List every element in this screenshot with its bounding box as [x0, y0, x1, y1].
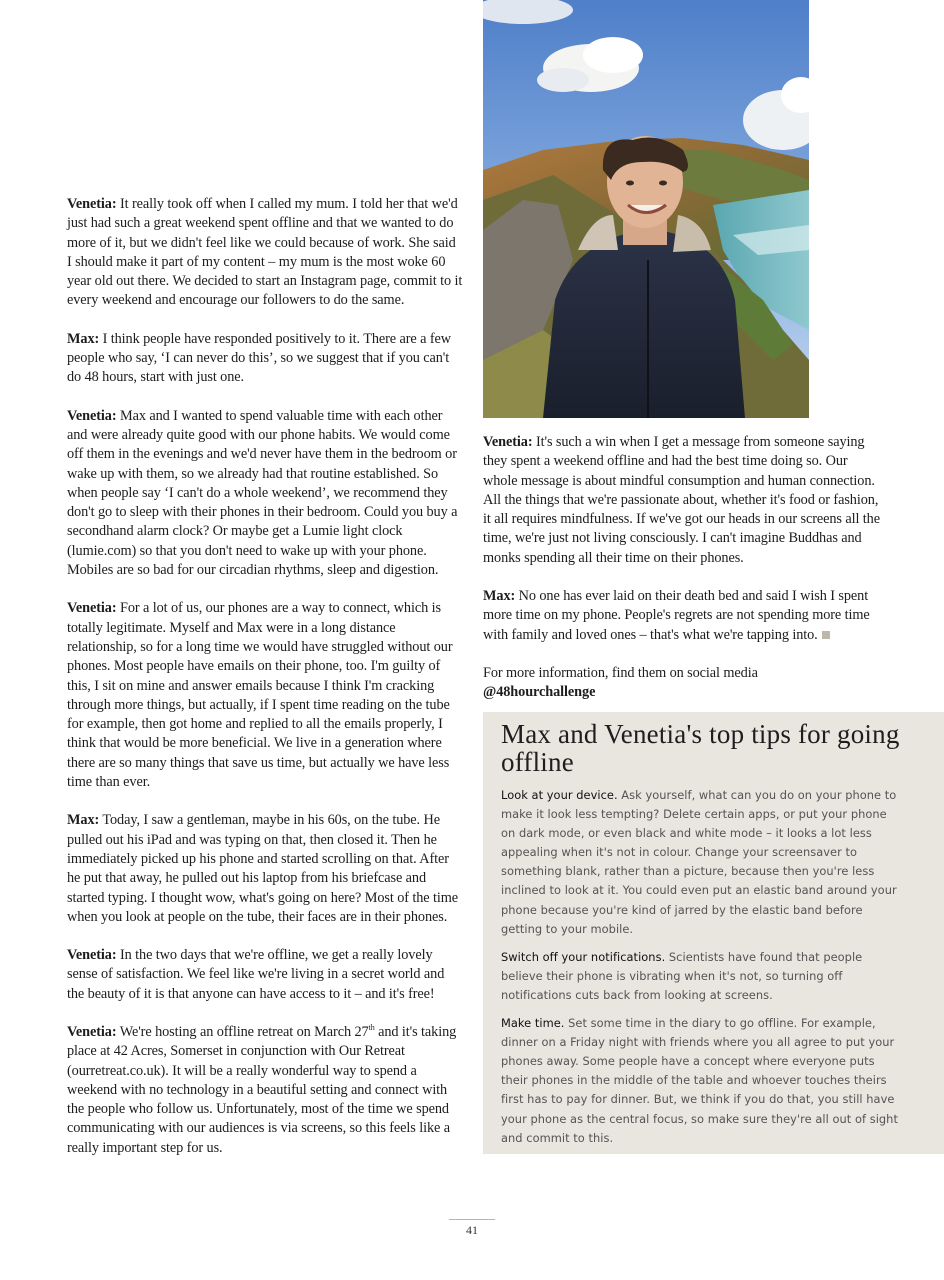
interview-paragraph	[67, 946, 463, 1004]
speaker-name: Venetia:	[67, 407, 117, 424]
tip-lead: Switch off your notifications.	[501, 949, 666, 964]
tip-text: Ask yourself, what can you do on your phone to make it look less tempting? Delete certain apps, or put your phone on dark mode, or even black and white mode – it looks a lot less appealing when it's not in colour. Change your screensaver to something blank, rather than a picture, because then you're less inclined to look at it. You could even put an elastic band around your phone because you're kind of jarred by the elastic band before getting to your mobile.	[501, 788, 897, 936]
tip-lead: Look at your device.	[501, 788, 618, 802]
tip-item	[501, 786, 904, 939]
speaker-name: Max:	[67, 812, 100, 829]
paragraph-text: In the two days that we're offline, we get a really lovely sense of satisfaction. We feel like we're living in a secret world and the beauty of it is that anyone can have access to it – and it's free!	[67, 947, 445, 1002]
tip-lead: Make time.	[501, 1016, 565, 1031]
speaker-name: Venetia:	[67, 1023, 117, 1040]
right-column	[483, 433, 885, 722]
end-of-article-square-icon	[822, 631, 830, 639]
speaker-name: Venetia:	[67, 600, 117, 617]
tip-item	[501, 948, 904, 1005]
interview-paragraph	[483, 587, 885, 645]
page-number: 41	[449, 1219, 495, 1238]
left-column	[67, 195, 463, 1177]
more-info	[483, 664, 885, 703]
interview-paragraph	[483, 433, 885, 568]
interview-paragraph	[67, 407, 463, 581]
tip-item	[501, 1014, 904, 1148]
paragraph-text: It really took off when I called my mum. I told her that we'd just had such a great weekend spent offline and that we wanted to do more of it, but we didn't feel like we could because of work. She said I should make it part of my content – my mum is the most woke 60 year old out there. We decided to start an Instagram page, commit to it every weekend and encourage our followers to do the same.	[67, 196, 463, 309]
interview-paragraph	[67, 330, 463, 388]
speaker-name: Venetia:	[483, 434, 533, 450]
tip-text: Set some time in the diary to go offline. For example, dinner on a Friday night with friends where you all agree to put your phones away. Some people have a concept where everyone puts their phones in the middle of the table and whoever touches theirs first has to pay for dinner. But, we think if you do that, you still have your phone as the central focus, so make sure they're all out of sight and commit to this.	[501, 1016, 898, 1145]
paragraph-text: I think people have responded positively to it. There are a few people who say, ‘I can never do this’, so we suggest that if you can't do 48 hours, start with just one.	[67, 330, 451, 386]
portrait-photo	[483, 0, 809, 418]
paragraph-text: Max and I wanted to spend valuable time with each other and were already quite good with our phone habits. We would come off them in the evenings and we'd never have them in the bedroom or wake up with them, so we already had that routine established. So when people say ‘I can't do a whole weekend’, we recommend they don't go to sleep with their phones in their bedroom. Could you buy a secondhand alarm clock? Or maybe get a Lumie light clock (lumie.com) so that you don't need to wake up with your phone. Mobiles are so bad for our circadian rhythms, sleep and digestion.	[67, 407, 458, 579]
paragraph-text: We're hosting an offline retreat on March 27	[116, 1023, 369, 1040]
speaker-name: Venetia:	[67, 947, 117, 964]
interview-paragraph	[67, 599, 463, 792]
speaker-name: Max:	[67, 330, 100, 347]
more-info-text: For more information, find them on social media	[483, 664, 758, 681]
tips-box	[483, 712, 944, 1154]
social-handle: @48hourchallenge	[483, 684, 596, 701]
paragraph-text: It's such a win when I get a message from someone saying they spent a weekend offline and had the best time doing so. Our whole message is about mindful consumption and human connection. All the things that we're passionate about, whether it's food or fashion, it all requires mindfulness. If we've got our heads in our screens all the time, we're just not living consciously. I can't imagine Buddhas and monks spending all their time on their phones.	[483, 434, 880, 566]
paragraph-text: Today, I saw a gentleman, maybe in his 60s, on the tube. He pulled out his iPad and was typing on that, then closed it. Then he immediately picked up his phone and started scrolling on that. After he put that away, he pulled out his laptop from his briefcase and started typing. I thought wow, what's going on here? Most of the time when you look at people on the tube, their faces are in their phones.	[67, 812, 459, 925]
paragraph-text: and it's taking place at 42 Acres, Somerset in conjunction with Our Retreat (ourretreat.co.uk). It will be a really wonderful way to spend a weekend with no technology in a beautiful setting and connect with the people who follow us. Unfortunately, most of the time we spend communicating with our audiences is via screens, so this feels like a really important step for us.	[67, 1023, 457, 1156]
paragraph-text: No one has ever laid on their death bed and said I wish I spent more time on my phone. People's regrets are not spending more time with family and loved ones – that's what we're tapping into.	[483, 588, 870, 643]
interview-paragraph	[67, 811, 463, 927]
ordinal-suffix: th	[368, 1023, 375, 1033]
tips-title: Max and Venetia's top tips for going offline	[501, 719, 900, 777]
speaker-name: Venetia:	[67, 196, 117, 212]
paragraph-text: For a lot of us, our phones are a way to connect, which is totally legitimate. Myself and Max were in a long distance relationship, so for a long time we would have struggled without our phones. Most people have emails on their phone, too. I'm guilty of this, I sit on mine and answer emails because I think I'm cracking through more things, but actually, if I spent time reading on the tube for example, then got home and replied to all the emails properly, I think that would be more beneficial. We live in a generation where there are so many things that save us time, but actually we have less time than ever.	[67, 600, 453, 791]
interview-paragraph	[67, 195, 463, 311]
tip-text: Scientists have found that people believe their phone is vibrating when it's not, so turning off notifications cuts back from looking at screens.	[501, 949, 863, 1002]
speaker-name: Max:	[483, 588, 516, 605]
retreat-paragraph	[67, 1023, 463, 1158]
